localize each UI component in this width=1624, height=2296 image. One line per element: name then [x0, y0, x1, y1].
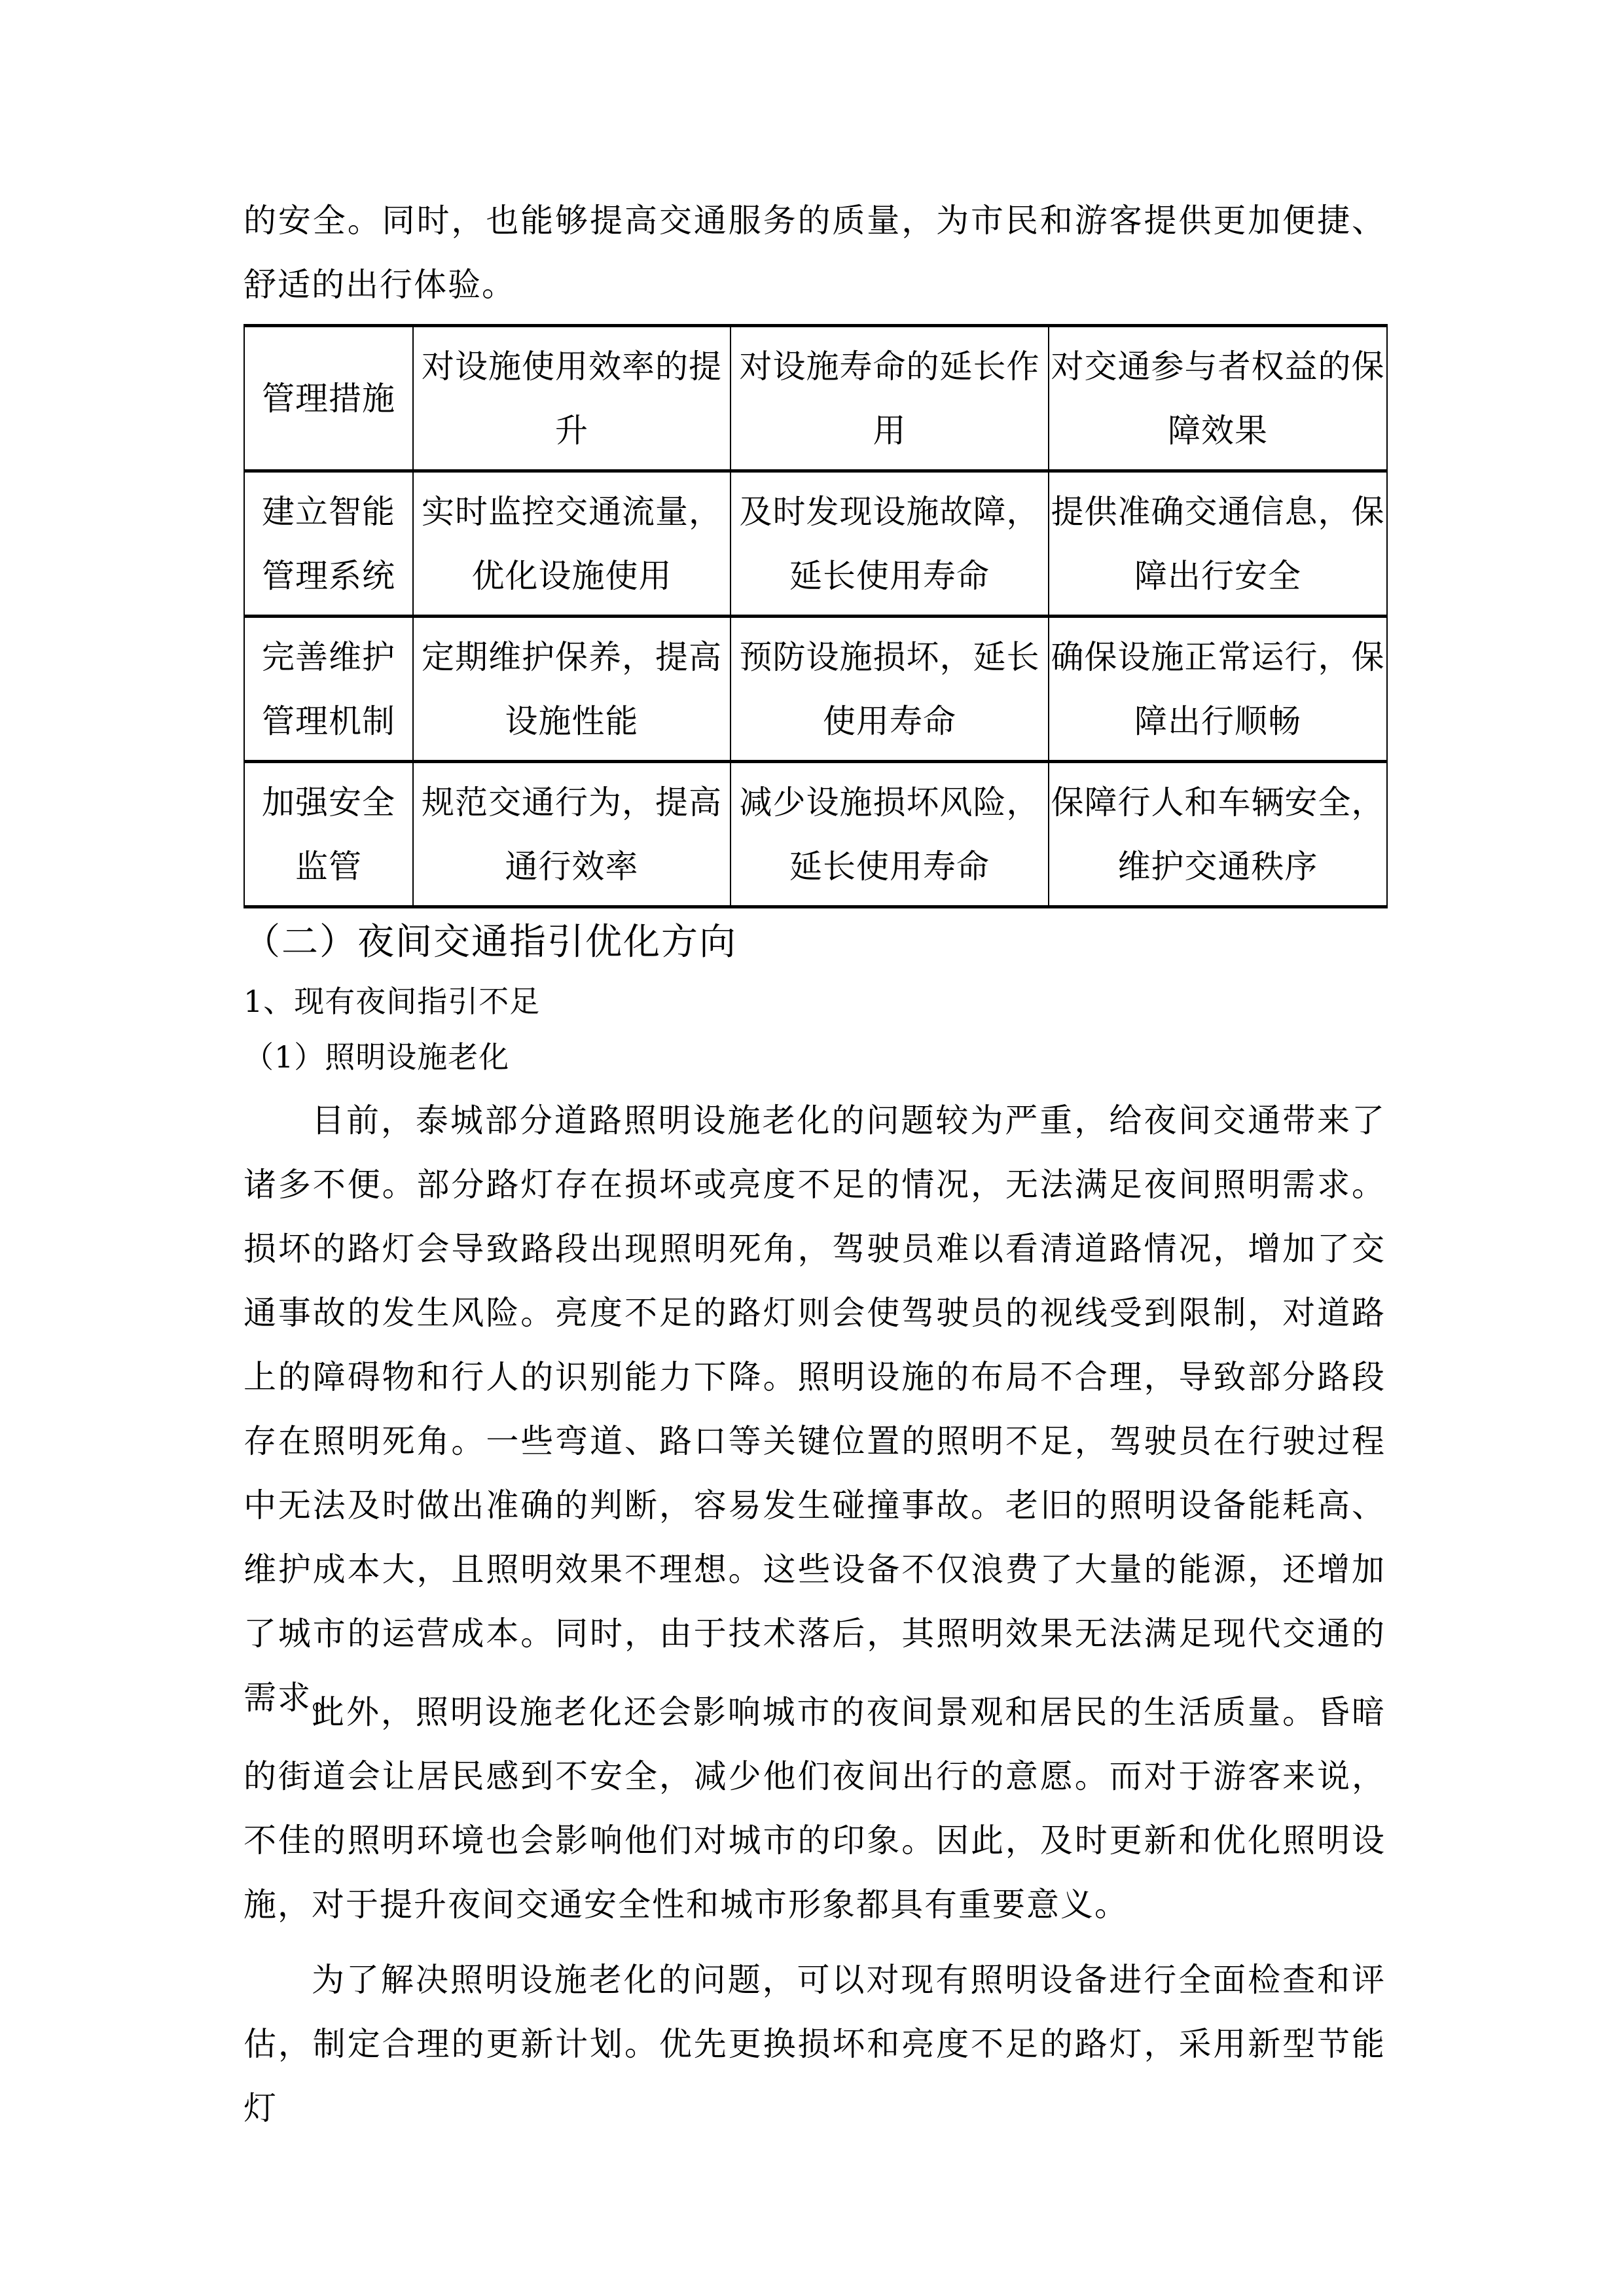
table-header-cell: 对设施使用效率的提升: [413, 326, 731, 471]
table-cell: 减少设施损坏风险，延长使用寿命: [731, 762, 1049, 907]
subsubsection-heading: （1）照明设施老化: [244, 1039, 510, 1075]
subsection-heading: 1、现有夜间指引不足: [244, 984, 541, 1019]
body-paragraph: 为了解决照明设施老化的问题，可以对现有照明设备进行全面检查和评估，制定合理的更新计划。优先更换损坏和亮度不足的路灯，采用新型节能灯: [244, 1961, 1386, 2127]
table-cell: 规范交通行为，提高通行效率: [413, 762, 731, 907]
table-cell: 建立智能管理系统: [244, 471, 413, 617]
table-cell: 实时监控交通流量，优化设施使用: [413, 471, 731, 617]
table-cell: 预防设施损坏，延长使用寿命: [731, 617, 1049, 762]
table-row: [244, 762, 1387, 907]
table-header-cell: 对交通参与者权益的保障效果: [1049, 326, 1387, 471]
table-row: [244, 471, 1387, 617]
body-paragraph: 此外，照明设施老化还会影响城市的夜间景观和居民的生活质量。昏暗的街道会让居民感到不安全，减少他们夜间出行的意愿。而对于游客来说，不佳的照明环境也会影响他们对城市的印象。因此，及时更新和优化照明设施，对于提升夜间交通安全性和城市形象都具有重要意义。: [244, 1693, 1386, 1924]
table-header-row: [244, 326, 1387, 471]
section-heading: （二）夜间交通指引优化方向: [244, 921, 737, 963]
table-header-cell: 对设施寿命的延长作用: [731, 326, 1049, 471]
intro-paragraph: 的安全。同时，也能够提高交通服务的质量，为市民和游客提供更加便捷、舒适的出行体验。: [244, 202, 1386, 304]
table-cell: 保障行人和车辆安全，维护交通秩序: [1049, 762, 1387, 907]
table-cell: 确保设施正常运行，保障出行顺畅: [1049, 617, 1387, 762]
table-row: [244, 617, 1387, 762]
table-cell: 定期维护保养，提高设施性能: [413, 617, 731, 762]
management-measures-table: [244, 324, 1388, 908]
body-paragraph: 目前，泰城部分道路照明设施老化的问题较为严重，给夜间交通带来了诸多不便。部分路灯存在损坏或亮度不足的情况，无法满足夜间照明需求。损坏的路灯会导致路段出现照明死角，驾驶员难以看清道路情况，增加了交通事故的发生风险。亮度不足的路灯则会使驾驶员的视线受到限制，对道路上的障碍物和行人的识别能力下降。照明设施的布局不合理，导致部分路段存在照明死角。一些弯道、路口等关键位置的照明不足，驾驶员在行驶过程中无法及时做出准确的判断，容易发生碰撞事故。老旧的照明设备能耗高、维护成本大，且照明效果不理想。这些设备不仅浪费了大量的能源，还增加了城市的运营成本。同时，由于技术落后，其照明效果无法满足现代交通的需求。: [244, 1102, 1386, 1717]
table-cell: 提供准确交通信息，保障出行安全: [1049, 471, 1387, 617]
table-cell: 完善维护管理机制: [244, 617, 413, 762]
table-cell: 加强安全监管: [244, 762, 413, 907]
table-cell: 及时发现设施故障，延长使用寿命: [731, 471, 1049, 617]
table-header-cell: 管理措施: [244, 326, 413, 471]
